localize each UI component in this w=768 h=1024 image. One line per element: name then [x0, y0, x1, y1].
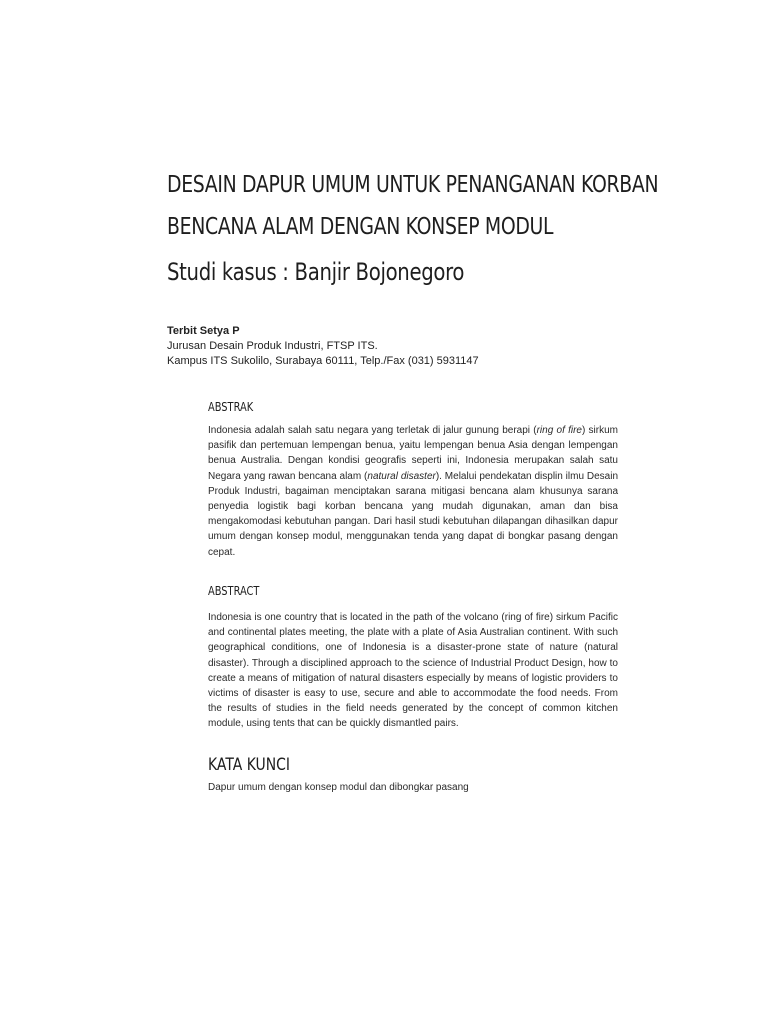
- author-address: Kampus ITS Sukolilo, Surabaya 60111, Telp./Fax (031) 5931147: [167, 355, 479, 367]
- author-name: Terbit Setya P: [167, 325, 240, 337]
- subtitle: Studi kasus : Banjir Bojonegoro: [167, 258, 465, 286]
- abstrak-heading: ABSTRAK: [208, 400, 254, 414]
- abstrak-text-c: ). Melalui pendekatan displin ilmu Desain Produk Industri, bagaiman menciptakan sarana mitigasi bencana alam khusunya sarana penyedia logistik bagi korban bencana yang mudah digunakan, aman dan bisa mengakomodasi kebutuhan pangan. Dari hasil studi kebutuhan dilapangan dihasilkan dapur umum dengan konsep modul, menggunakan tenda yang dapat di bongkar pasang dengan cepat.: [208, 470, 619, 558]
- abstrak-italic-ring-of-fire: ring of fire: [536, 425, 582, 436]
- abstrak-paragraph: [208, 423, 618, 560]
- abstract-paragraph: Indonesia is one country that is located in the path of the volcano (ring of fire) sirkum Pacific and continental plates meeting, the plate with a plate of Asia Australian continent. With such geographical conditions, one of Indonesia is a disaster-prone state of nature (natural disaster). Through a disciplined approach to the science of Industrial Product Design, how to create a means of mitigation of natural disasters especially by means of logistic providers to victims of disaster is easy to use, secure and able to accommodate the food needs. From the results of studies in the field needs generated by the concept of common kitchen module, using tents that can be quickly dismantled pairs.: [208, 612, 618, 730]
- author-affiliation: Jurusan Desain Produk Industri, FTSP ITS.: [167, 340, 378, 352]
- abstract-heading: ABSTRACT: [208, 584, 260, 598]
- author-block: [167, 324, 479, 369]
- abstrak-italic-natural-disaster: natural disaster: [367, 470, 436, 482]
- title-line-1: DESAIN DAPUR UMUM UNTUK PENANGANAN KORBAN: [167, 172, 659, 198]
- keywords-text: Dapur umum dengan konsep modul dan dibongkar pasang: [208, 782, 469, 793]
- abstrak-text-a: Indonesia adalah salah satu negara yang terletak di jalur gunung berapi (: [208, 425, 537, 436]
- abstrak-text-b: ) sirkum pasifik dan pertemuan lempengan benua, yaitu lempengan benua Asia dengan lempengan benua Australia. Dengan kondisi geografis seperti ini, Indonesia merupakan salah satu Negara yang rawan bencana alam (: [208, 425, 618, 482]
- keywords-heading: KATA KUNCI: [208, 755, 290, 775]
- title-line-2: BENCANA ALAM DENGAN KONSEP MODUL: [167, 214, 554, 240]
